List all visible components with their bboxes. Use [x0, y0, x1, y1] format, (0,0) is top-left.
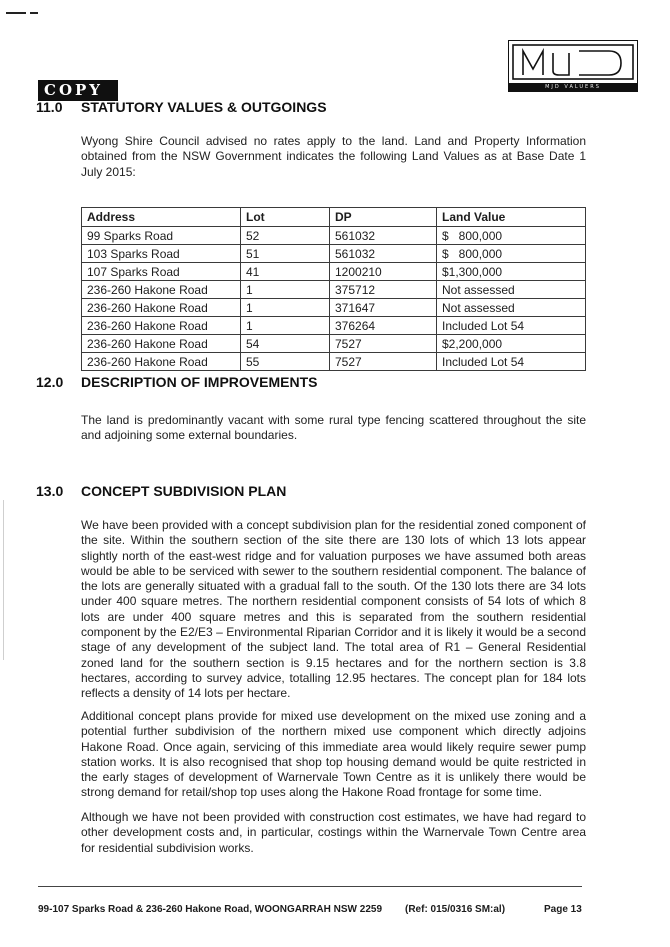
cell-lot: 55 [241, 353, 330, 371]
section-number: 11.0 [36, 99, 63, 115]
footer-divider [38, 886, 582, 887]
edge-scan-mark [3, 500, 4, 660]
cell-land-value: $2,200,000 [437, 335, 586, 353]
cell-address: 107 Sparks Road [82, 263, 241, 281]
subdivision-paragraph-3: Although we have not been provided with construction cost estimates, we have had regard to other development costs and, in particular, costings within the Warnervale Town Centre area for residential subdivision works. [81, 810, 586, 855]
cell-lot: 41 [241, 263, 330, 281]
cell-address: 236-260 Hakone Road [82, 353, 241, 371]
statutory-paragraph: Wyong Shire Council advised no rates apply to the land. Land and Property Information obtained from the NSW Government indicates the following Land Values as at Base Date 1 July 2015: [81, 134, 586, 179]
cell-lot: 54 [241, 335, 330, 353]
footer-reference: (Ref: 015/0316 SM:al) [405, 904, 506, 915]
cell-land-value: Not assessed [437, 281, 586, 299]
cell-dp: 7527 [330, 335, 437, 353]
table-header-row [82, 208, 586, 227]
table-row [82, 281, 586, 299]
footer-page-number: Page 13 [544, 904, 582, 915]
table-row [82, 335, 586, 353]
land-values-table [81, 207, 586, 371]
logo-subtitle: MJD VALUERS [509, 83, 637, 91]
cell-dp: 561032 [330, 245, 437, 263]
header-land-value: Land Value [437, 208, 586, 227]
cell-address: 236-260 Hakone Road [82, 335, 241, 353]
cell-address: 236-260 Hakone Road [82, 281, 241, 299]
cell-lot: 1 [241, 299, 330, 317]
subdivision-paragraph-2: Additional concept plans provide for mixed use development on the mixed use zoning and a potential further subdivision of the northern mixed use component which directly adjoins Hakone Road. Once again, servicing of this immediate area would likely require sewer pump station works. It is also recognised that shop top housing demand would be quite restricted in the early stages of development of Warnervale Town Centre as it is unlikely there would be strong demand for retail/shop top uses along the Hakone Road frontage for some time. [81, 709, 586, 800]
cell-land-value: $ 800,000 [437, 245, 586, 263]
table-row [82, 227, 586, 245]
cell-dp: 7527 [330, 353, 437, 371]
header-dp: DP [330, 208, 437, 227]
copy-stamp: COPY [38, 80, 118, 101]
section-12-heading [36, 374, 317, 390]
cell-lot: 1 [241, 317, 330, 335]
cell-land-value: $1,300,000 [437, 263, 586, 281]
cell-address: 103 Sparks Road [82, 245, 241, 263]
section-13-heading [36, 483, 286, 499]
cell-dp: 375712 [330, 281, 437, 299]
cell-land-value: $ 800,000 [437, 227, 586, 245]
cell-dp: 1200210 [330, 263, 437, 281]
cell-address: 236-260 Hakone Road [82, 317, 241, 335]
header-address: Address [82, 208, 241, 227]
mjd-logo-icon [509, 41, 637, 83]
section-title: STATUTORY VALUES & OUTGOINGS [81, 99, 327, 115]
subdivision-paragraph-1: We have been provided with a concept subdivision plan for the residential zoned component of the site. Within the southern section of the site there are 130 lots of which 13 lots appear slightly north of the east-west ridge and for valuation purposes we have assumed both areas would be able to be serviced with sewer to the southern residential component. The balance of the lots are generally situated with a gradual fall to the south. Of the 130 lots there are 34 lots under 400 square metres. The northern residential component consists of 54 lots of which 8 lots are under 400 square metres and this is separated from the southern residential component by the E2/E3 – Environmental Riparian Corridor and it is likely it would be a second stage of any development of the subject land. The total area of R1 – General Residential zoned land for the southern section is 9.15 hectares and for the northern section is 3.8 hectares, according to survey advice, totalling 12.95 hectares. The concept plan for 184 lots reflects a density of 14 lots per hectare. [81, 518, 586, 701]
cell-land-value: Not assessed [437, 299, 586, 317]
cell-dp: 376264 [330, 317, 437, 335]
cell-dp: 371647 [330, 299, 437, 317]
table-row [82, 263, 586, 281]
cell-address: 236-260 Hakone Road [82, 299, 241, 317]
section-11-heading [36, 99, 327, 115]
section-number: 12.0 [36, 374, 64, 390]
section-number: 13.0 [36, 483, 64, 499]
cell-dp: 561032 [330, 227, 437, 245]
company-logo [508, 40, 638, 92]
cell-lot: 52 [241, 227, 330, 245]
corner-scan-mark [6, 12, 50, 14]
cell-land-value: Included Lot 54 [437, 317, 586, 335]
table-row [82, 317, 586, 335]
cell-land-value: Included Lot 54 [437, 353, 586, 371]
table-row [82, 353, 586, 371]
cell-lot: 51 [241, 245, 330, 263]
section-title: CONCEPT SUBDIVISION PLAN [81, 483, 287, 499]
footer-address: 99-107 Sparks Road & 236-260 Hakone Road, WOONGARRAH NSW 2259 [38, 904, 382, 915]
section-title: DESCRIPTION OF IMPROVEMENTS [81, 374, 318, 390]
table-row [82, 245, 586, 263]
table-row [82, 299, 586, 317]
header-lot: Lot [241, 208, 330, 227]
improvements-paragraph: The land is predominantly vacant with some rural type fencing scattered throughout the site and adjoining some external boundaries. [81, 413, 586, 443]
cell-lot: 1 [241, 281, 330, 299]
cell-address: 99 Sparks Road [82, 227, 241, 245]
